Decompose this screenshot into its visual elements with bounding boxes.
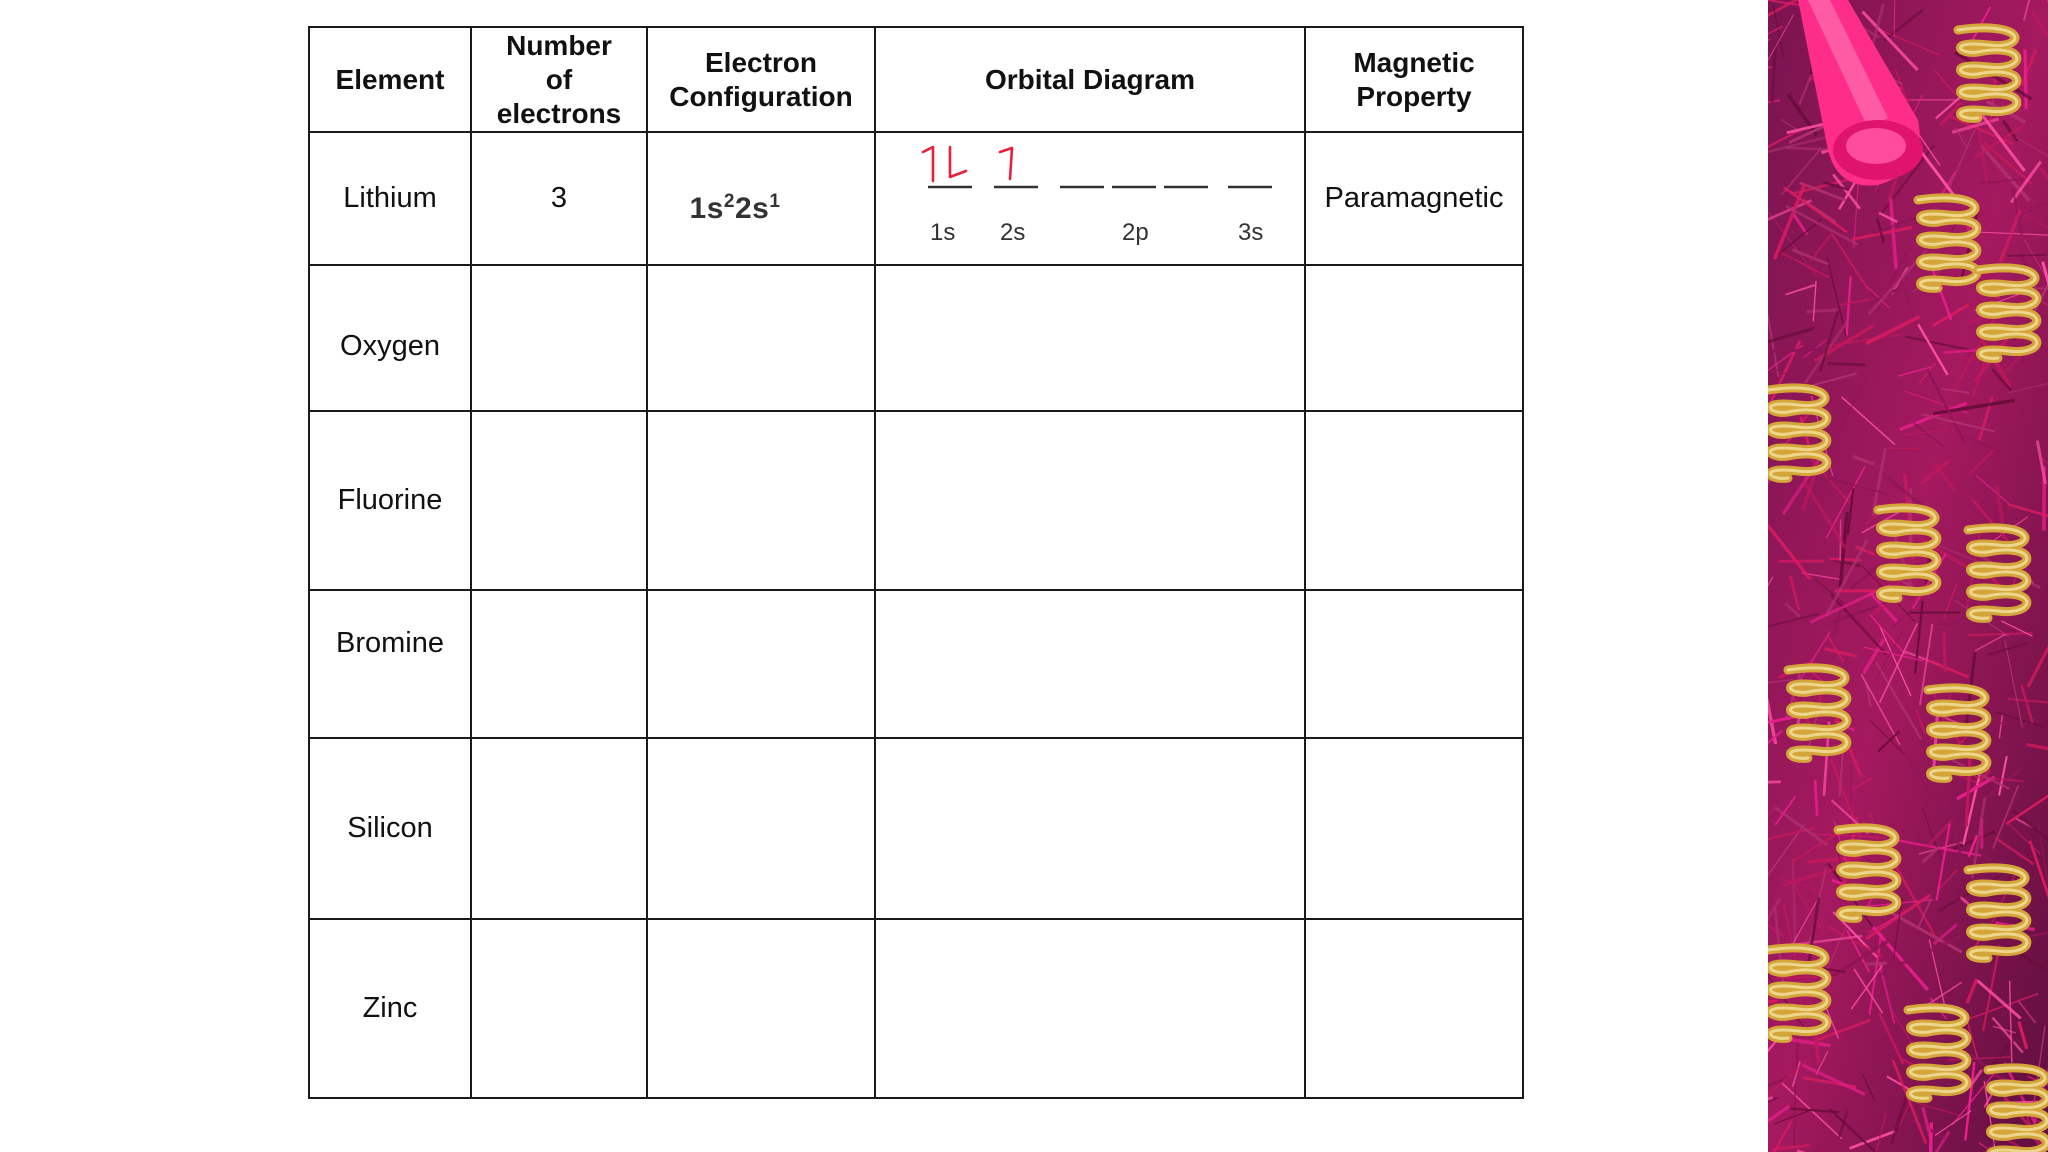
electron-config-table [308,26,1524,1099]
table-row [309,919,1523,1098]
electron-configuration [647,265,875,411]
electron-count [471,265,647,411]
header-row [309,27,1523,132]
electron-configuration [647,411,875,590]
orbital-diagram-cell [875,265,1305,411]
electron-count: 3 [471,132,647,265]
header-element: Element [309,27,471,132]
orbital-label-1s: 1s [930,219,956,246]
element-name: Bromine [309,590,471,738]
magnetic-property [1305,411,1523,590]
element-name: Silicon [309,738,471,919]
orbital-label-3s: 3s [1238,219,1264,246]
electron-count [471,919,647,1098]
magnetic-property: Paramagnetic [1305,132,1523,265]
header-electron-configuration: Electron Configuration [647,27,875,132]
orbital-diagram-cell [875,132,1305,265]
table-row [309,738,1523,919]
electron-configuration [647,738,875,919]
magnetic-property [1305,919,1523,1098]
table-row [309,411,1523,590]
header-number-of-electrons: Number of electrons [471,27,647,132]
element-name: Lithium [309,132,471,265]
element-name: Fluorine [309,411,471,590]
orbital-diagram-cell [875,738,1305,919]
electron-configuration [647,132,875,265]
electron-configuration [647,590,875,738]
electron-count [471,590,647,738]
handwritten-arrows [923,147,1012,181]
orbital-diagram [876,133,1304,264]
electron-count [471,411,647,590]
orbital-diagram-cell [875,590,1305,738]
table-row [309,265,1523,411]
element-name: Oxygen [309,265,471,411]
orbital-diagram-cell [875,411,1305,590]
element-name: Zinc [309,919,471,1098]
party-tinsel-photo [1768,0,2048,1152]
tinsel-image [1768,0,2048,1152]
orbital-diagram-cell [875,919,1305,1098]
electron-count [471,738,647,919]
electron-configuration [647,919,875,1098]
magnetic-property [1305,265,1523,411]
magnetic-property [1305,590,1523,738]
table-row [309,132,1523,265]
header-orbital-diagram: Orbital Diagram [875,27,1305,132]
orbital-label-2s: 2s [1000,219,1026,246]
table-row [309,590,1523,738]
header-magnetic-property: Magnetic Property [1305,27,1523,132]
magnetic-property [1305,738,1523,919]
orbital-label-2p: 2p [1122,219,1149,246]
config-text: $1s^22s^1$ [689,191,781,225]
